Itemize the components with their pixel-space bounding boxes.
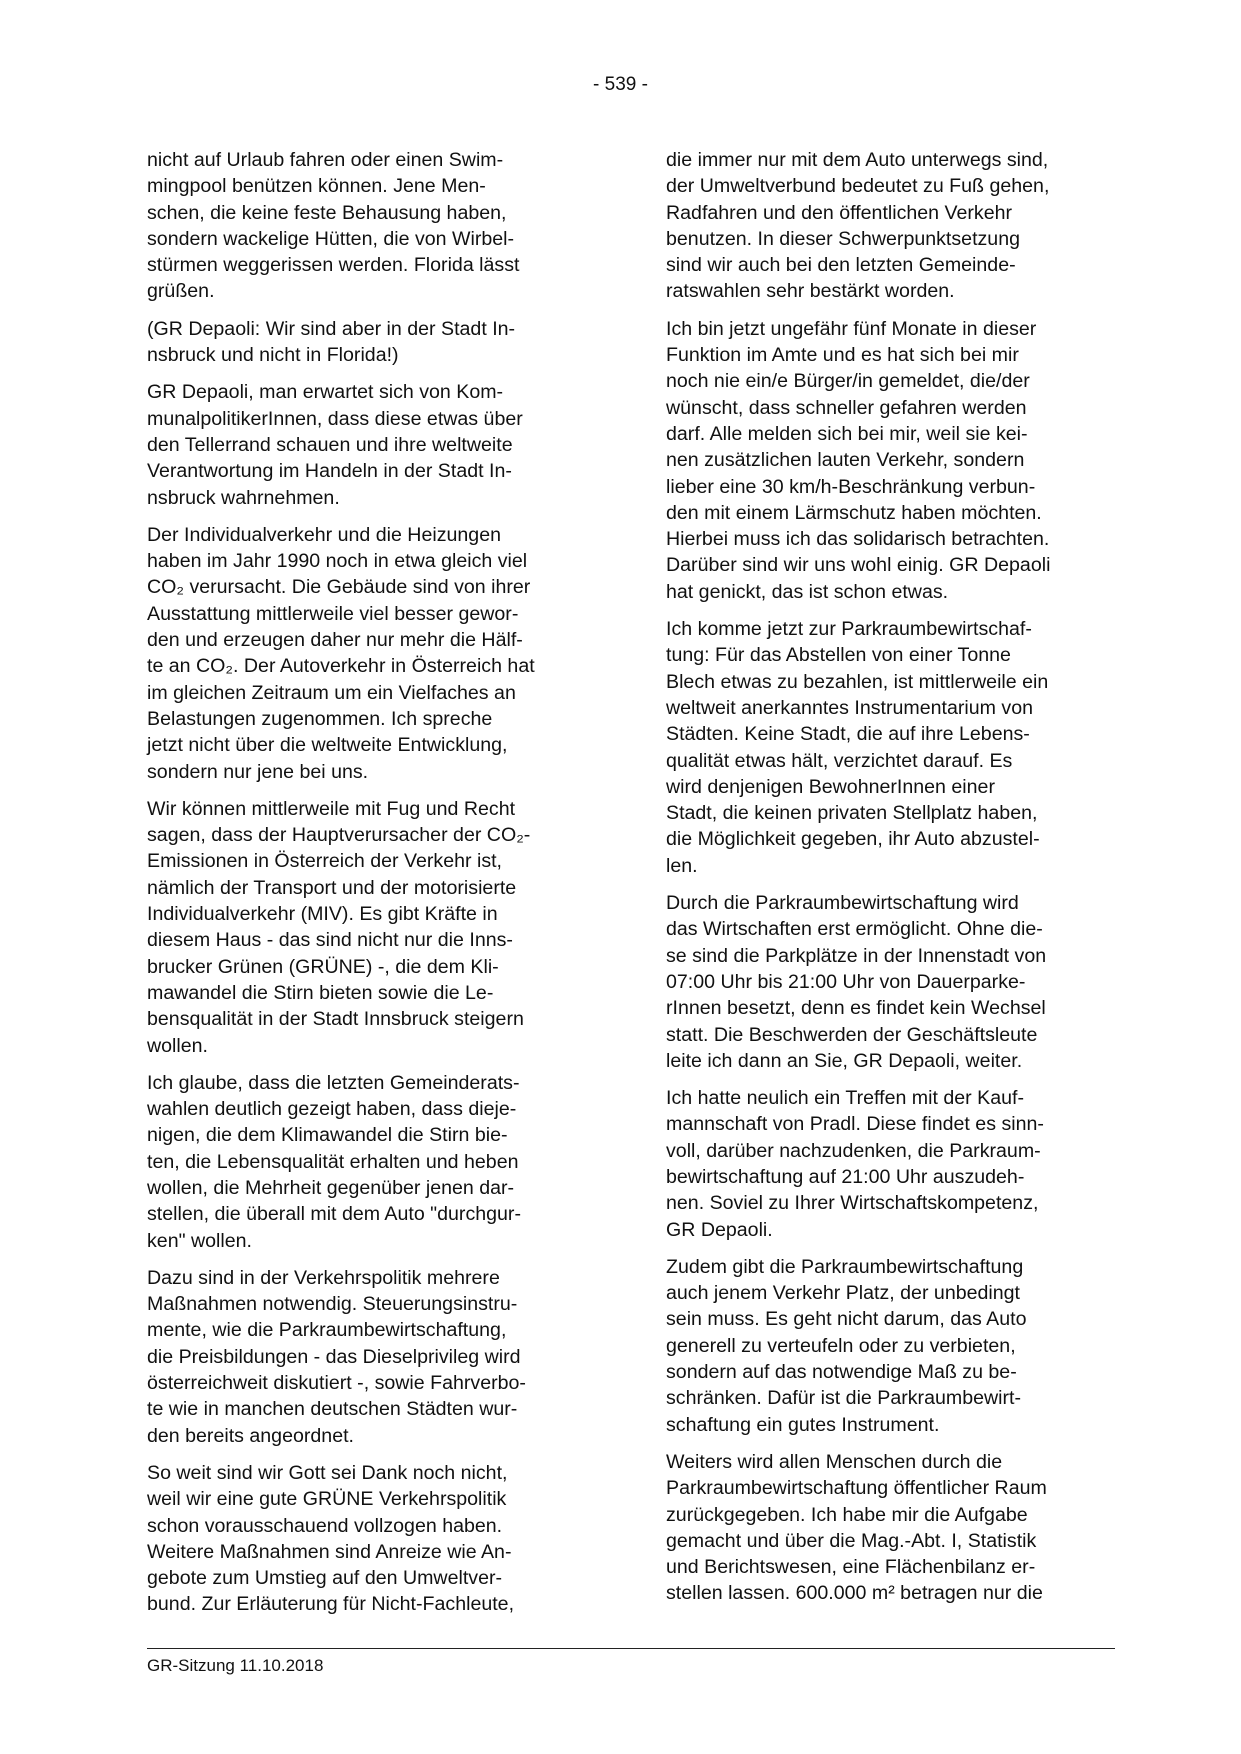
- right-paragraph-7: Weiters wird allen Menschen durch die Parkraumbewirtschaftung öffentlicher Raum zurückgegeben. Ich habe mir die Aufgabe gemacht und über die Mag.-Abt. I, Statistik und Berichtswesen, eine Flächenbilanz er- stellen lassen. 600.000 m² betragen nur die: [666, 1450, 1047, 1605]
- left-paragraph-7: Dazu sind in der Verkehrspolitik mehrere Maßnahmen notwendig. Steuerungsinstru- mente, wie die Parkraumbewirtschaftung, die Preisbildungen - das Dieselprivileg wird österreichweit diskutiert -, sowie Fahrverbo- te wie in manchen deutschen Städten wur- den bereits angeordnet.: [147, 1266, 526, 1447]
- left-paragraph-2: (GR Depaoli: Wir sind aber in der Stadt In- nsbruck und nicht in Florida!): [147, 317, 516, 367]
- right-paragraph-3: Ich komme jetzt zur Parkraumbewirtschaf- tung: Für das Abstellen von einer Tonne Blech etwas zu bezahlen, ist mittlerweile ein weltweit anerkanntes Instrumentarium von Städten. Keine Stadt, die auf ihre Lebens- qualität etwas hält, verzichtet darauf. Es wird denjenigen BewohnerInnen einer Stadt, die keinen privaten Stellplatz haben, die Möglichkeit gegeben, ihr Auto abzustel- len.: [666, 618, 1049, 877]
- left-paragraph-5: Wir können mittlerweile mit Fug und Recht sagen, dass der Hauptverursacher der CO₂- Emissionen in Österreich der Verkehr ist, nämlich der Transport und der motorisierte Individualverkehr (MIV). Es gibt Kräfte in diesem Haus - das sind nicht nur die Inns- brucker Grünen (GRÜNE) -, die dem Kli- mawandel die Stirn bieten sowie die Le- bensqualität in der Stadt Innsbruck steigern wollen.: [147, 797, 531, 1057]
- footer-session-date: GR-Sitzung 11.10.2018: [147, 1656, 324, 1675]
- left-paragraph-4: Der Individualverkehr und die Heizungen haben im Jahr 1990 noch in etwa gleich viel CO₂ verursacht. Die Gebäude sind von ihrer Ausstattung mittlerweile viel besser gewor- den und erzeugen daher nur mehr die Hälf- te an CO₂. Der Autoverkehr in Österreich hat im gleichen Zeitraum um ein Vielfaches an Belastungen zugenommen. Ich spreche jetzt nicht über die weltweite Entwicklung, sondern nur jene bei uns.: [147, 523, 535, 783]
- left-paragraph-3: GR Depaoli, man erwartet sich von Kom- munalpolitikerInnen, dass diese etwas über den Tellerrand schauen und ihre weltweite Verantwortung im Handeln in der Stadt In- nsbruck wahrnehmen.: [147, 381, 523, 509]
- footer-divider: [147, 1648, 1115, 1649]
- page-number: - 539 -: [593, 74, 648, 95]
- left-column: [147, 147, 599, 1629]
- right-paragraph-1: die immer nur mit dem Auto unterwegs sind, der Umweltverbund bedeutet zu Fuß gehen, Radfahren und den öffentlichen Verkehr benutzen. In dieser Schwerpunktsetzung sind wir auch bei den letzten Gemeinde- ratswahlen sehr bestärkt worden.: [666, 149, 1050, 303]
- right-paragraph-2: Ich bin jetzt ungefähr fünf Monate in dieser Funktion im Amte und es hat sich bei mir noch nie ein/e Bürger/in gemeldet, die/der wünscht, dass schneller gefahren werden darf. Alle melden sich bei mir, weil sie kei- nen zusätzlichen lauten Verkehr, sondern lieber eine 30 km/h-Beschränkung verbun- den mit einem Lärmschutz haben möchten. Hierbei muss ich das solidarisch betrachten. Darüber sind wir uns wohl einig. GR Depaoli hat genickt, das ist schon etwas.: [666, 317, 1051, 603]
- left-paragraph-6: Ich glaube, dass die letzten Gemeinderats- wahlen deutlich gezeigt haben, dass dieje- nigen, die dem Klimawandel die Stirn bie- ten, die Lebensqualität erhalten und heben wollen, die Mehrheit gegenüber jenen dar- stellen, die überall mit dem Auto "durchgur- ken" wollen.: [147, 1071, 521, 1252]
- right-paragraph-4: Durch die Parkraumbewirtschaftung wird das Wirtschaften erst ermöglicht. Ohne die- se sind die Parkplätze in der Innenstadt von 07:00 Uhr bis 21:00 Uhr von Dauerparke- rInnen besetzt, denn es findet kein Wechsel statt. Die Beschwerden der Geschäftsleute leite ich dann an Sie, GR Depaoli, weiter.: [666, 892, 1047, 1072]
- right-paragraph-5: Ich hatte neulich ein Treffen mit der Kauf- mannschaft von Pradl. Diese findet es sinn- voll, darüber nachzudenken, die Parkraum- bewirtschaftung auf 21:00 Uhr auszudeh- nen. Soviel zu Ihrer Wirtschaftskompetenz, GR Depaoli.: [666, 1087, 1044, 1241]
- right-paragraph-6: Zudem gibt die Parkraumbewirtschaftung auch jenem Verkehr Platz, der unbedingt sein muss. Es geht nicht darum, das Auto generell zu verteufeln oder zu verbieten, sondern auf das notwendige Maß zu be- schränken. Dafür ist die Parkraumbewirt- schaftung ein gutes Instrument.: [666, 1255, 1027, 1436]
- left-paragraph-8: So weit sind wir Gott sei Dank noch nicht, weil wir eine gute GRÜNE Verkehrspolitik schon vorausschauend vollzogen haben. Weitere Maßnahmen sind Anreize wie An- gebote zum Umstieg auf den Umweltver- bund. Zur Erläuterung für Nicht-Fachleute,: [147, 1461, 515, 1616]
- left-paragraph-1: nicht auf Urlaub fahren oder einen Swim- mingpool benützen können. Jene Men- schen, die keine feste Behausung haben, sondern wackelige Hütten, die von Wirbel- stürmen weggerissen werden. Florida lässt grüßen.: [147, 149, 520, 303]
- right-column: [666, 147, 1118, 1618]
